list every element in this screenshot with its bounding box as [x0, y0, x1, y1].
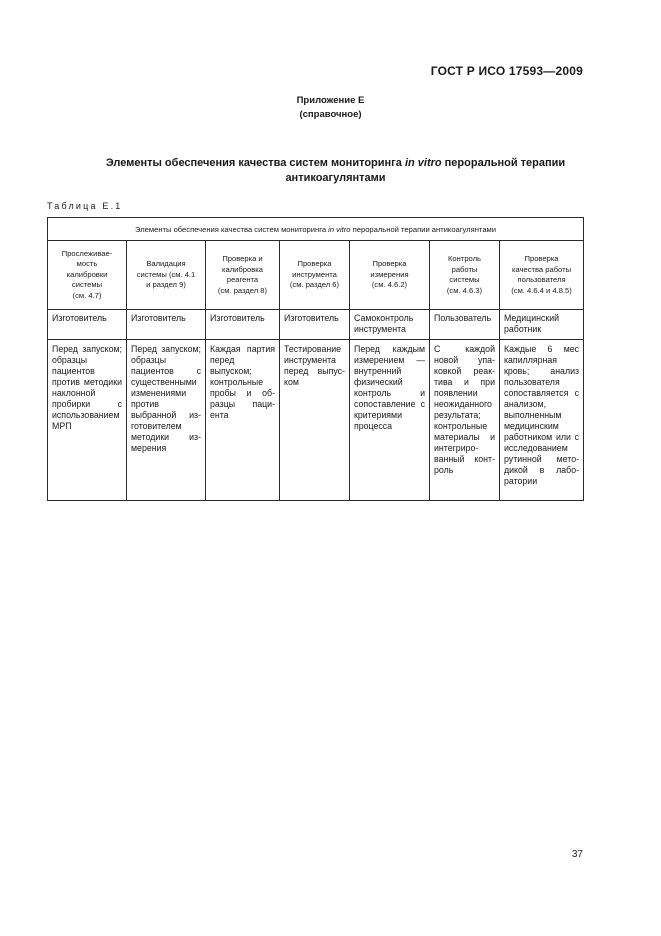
description-cell: Каждые 6 мес капиллярная кровь; анализ пользователя сопоставляется с анализом, выполненным медицинским работником или с исследованием рутинной методикой в лаборатории: [500, 340, 584, 501]
column-header-line: (см. раздел 8): [217, 285, 268, 295]
table-header-row: [48, 241, 584, 310]
appendix-subtitle: (справочное): [299, 109, 362, 120]
column-header: [48, 241, 127, 310]
column-header: [500, 241, 584, 310]
column-header-line: инструмента: [292, 269, 337, 279]
column-header-line: калибровка: [222, 264, 263, 274]
column-header-line: системы: [449, 275, 480, 284]
appendix-title: Приложение Е: [296, 95, 365, 106]
page-number: 37: [571, 849, 583, 860]
column-header-line: и раздел 9): [146, 280, 186, 290]
column-header: [430, 241, 500, 310]
document-title: [60, 156, 611, 186]
description-cell: Перед запуском; образцы пациентов с существенными изменениями против выбранной изготовителем методики измерения: [127, 340, 206, 501]
responsible-party-cell: Изготовитель: [127, 310, 206, 340]
column-header-line: Проверка: [297, 259, 332, 269]
column-header-line: Проверка: [524, 254, 559, 263]
description-cell: Тестирование инструмента перед выпуском: [280, 340, 350, 501]
column-header-line: измерения: [370, 269, 409, 279]
description-cell: Каждая партия перед выпуском; контрольные пробы и образцы пациента: [206, 340, 280, 501]
column-header-line: (см. 4.6.2): [371, 280, 408, 290]
table-caption-part2: пероральной терапии антикоагулянтами: [350, 224, 496, 234]
responsible-party-cell: Изготовитель: [280, 310, 350, 340]
column-header-line: Контроль: [448, 254, 481, 263]
table-caption: [48, 218, 584, 241]
column-header-line: Проверка: [372, 259, 407, 269]
column-header-line: работы: [451, 264, 478, 274]
responsible-party-cell: Медицинский работник: [500, 310, 584, 340]
column-header-line: системы (см. 4.1: [136, 269, 196, 279]
table-caption-italic: in vitro: [328, 224, 351, 234]
column-header-line: (см. раздел 6): [289, 280, 340, 290]
column-header-line: реагента: [226, 275, 259, 284]
column-header-line: калибровки: [66, 269, 108, 279]
description-cell: Перед каждым измерением — внутренний физический контроль и сопоставление с критериями процесса: [350, 340, 430, 501]
column-header-line: Проверка и: [222, 254, 263, 263]
responsible-party-cell: Изготовитель: [48, 310, 127, 340]
column-header-line: Валидация: [146, 259, 186, 269]
column-header: [280, 241, 350, 310]
table-caption-row: [48, 218, 584, 241]
responsible-party-cell: Изготовитель: [206, 310, 280, 340]
column-header-line: (см. 4.6.3): [446, 285, 483, 295]
table-description-row: [48, 340, 584, 501]
column-header-line: качества работы: [511, 264, 572, 274]
standard-code: ГОСТ Р ИСО 17593—2009: [430, 64, 583, 78]
quality-elements-table: [47, 217, 584, 501]
column-header-line: пользователя: [517, 275, 566, 284]
column-header: [206, 241, 280, 310]
table-role-row: [48, 310, 584, 340]
responsible-party-cell: Самоконтроль инструмента: [350, 310, 430, 340]
description-cell: С каждой новой упаковкой реактива и при появлении неожиданного результата; контрольные материалы и интегрированный контроль: [430, 340, 500, 501]
document-title-italic: in vitro: [404, 157, 442, 169]
column-header: [350, 241, 430, 310]
column-header-line: (см. 4.6.4 и 4.8.5): [511, 285, 572, 295]
column-header-line: Прослеживае-: [61, 248, 113, 258]
document-title-part1: Элементы обеспечения качества систем мониторинга: [105, 157, 405, 169]
column-header-line: системы: [71, 280, 103, 290]
column-header-line: (см. 4.7): [72, 290, 102, 300]
document-title-part2: пероральной терапии антикоагулянтами: [285, 157, 566, 184]
description-cell: Перед запуском; образцы пациентов против методики наклонной пробирки с использованием МРП: [48, 340, 127, 501]
table-caption-part1: Элементы обеспечения качества систем мониторинга: [135, 224, 329, 234]
column-header-line: мость: [76, 259, 98, 269]
appendix-heading: [0, 94, 661, 122]
responsible-party-cell: Пользователь: [430, 310, 500, 340]
column-header: [127, 241, 206, 310]
table-label: Таблица Е.1: [47, 201, 123, 211]
